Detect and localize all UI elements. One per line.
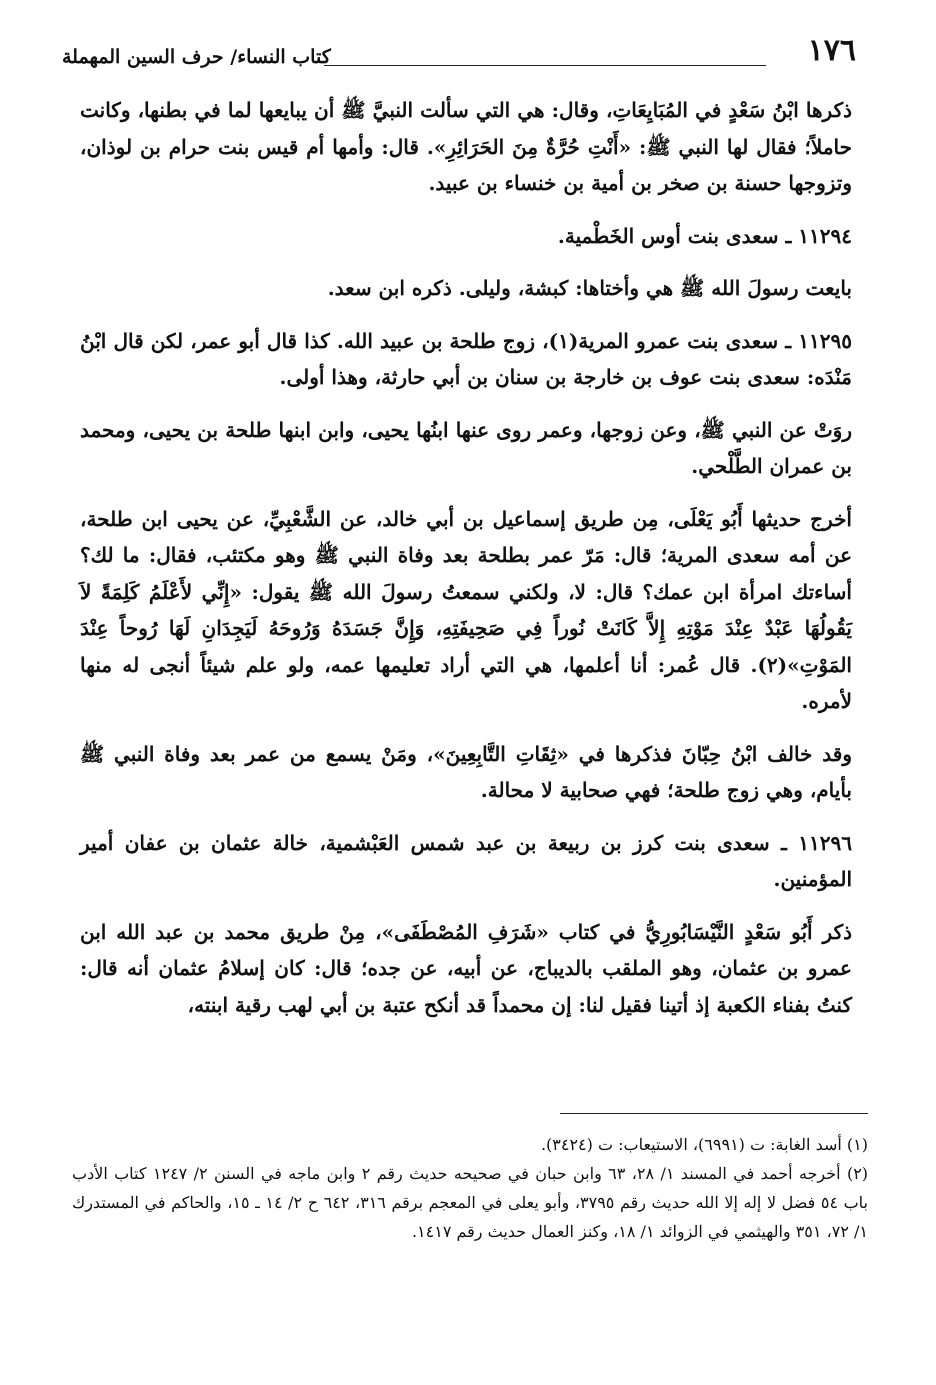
footnotes <box>72 1130 868 1246</box>
paragraph: أخرج حديثها أَبُو يَعْلَى، مِن طريق إسماعيل بن أبي خالد، عن الشَّعْبِيِّ، عن يحيى ابن طلحة، عن أمه سعدى المرية؛ قال: مَرّ عمر بطلحة بعد وفاة النبي ﷺ وهو مكتئب، فقال: ما لك؟ أساءتك امرأة ابن عمك؟ قال: لا، ولكني سمعتُ رسولَ الله ﷺ يقول: «إِنِّي لأَعْلَمُ كَلِمَةً لاَ يَقُولُهَا عَبْدٌ عِنْدَ مَوْتِهِ إِلاَّ كَانَتْ نُوراً فِي صَحِيفَتِهِ، وَإِنَّ جَسَدَهُ وَرُوحَهُ لَيَجِدَانِ لَهَا رُوحاً عِنْدَ المَوْتِ»(٢). قال عُمر: أنا أعلمها، هي التي أراد تعليمها عمه، ولو علم شيئاً أنجى له منها لأمره. <box>80 506 852 713</box>
page-header <box>62 34 856 74</box>
paragraph: ذكر أَبُو سَعْدٍ النَّيْسَابُورِيُّ في كتاب «شَرَفِ المُصْطَفَى»، مِنْ طريق محمد بن عبد الله ابن عمرو بن عثمان، وهو الملقب بالديباج، عن أبيه، عن جده؛ قال: كان إسلامُ عثمان أنه قال: كنتُ بفناء الكعبة إذ أتينا فقيل لنا: إن محمداً قد أنكح عتبة بن أبي لهب رقية ابنته، <box>80 919 852 1017</box>
entry-title: ١١٢٩٦ ـ سعدى بنت كرز بن ربيعة بن عبد شمس العَبْشمية، خالة عثمان بن عفان أمير المؤمنين. <box>80 830 852 891</box>
footnote: (١) أسد الغابة: ت (٦٩٩١)، الاستيعاب: ت (٣٤٢٤). <box>540 1135 868 1154</box>
entry-title: ١١٢٩٤ ـ سعدى بنت أوس الخَطْمية. <box>557 223 852 248</box>
footnote-rule <box>560 1113 868 1114</box>
footnote: (٢) أخرجه أحمد في المسند ١/ ٢٨، ٦٣ وابن حبان في صحيحه حديث رقم ٢ وابن ماجه في السنن ٢/ ١٢٤٧ كتاب الأدب باب ٥٤ فضل لا إله إلا الله حديث رقم ٣٧٩٥، وأبو يعلى في المعجم برقم ٣١٦، ٦٤٢ ح ٢/ ١٤ ـ ١٥، والحاكم في المستدرك ١/ ٧٢، ٣٥١ والهيثمي في الزوائد ١/ ١٨، وكنز العمال حديث رقم ١٤١٧. <box>72 1164 869 1241</box>
paragraph: وقد خالف ابْنُ حِبّانَ فذكرها في «ثِقَاتِ التَّابِعِينَ»، ومَنْ يسمع من عمر بعد وفاة النبي ﷺ بأيام، وهي زوج طلحة؛ فهي صحابية لا محالة. <box>80 741 852 802</box>
main-text <box>80 92 852 1039</box>
paragraph: روَتْ عن النبي ﷺ، وعن زوجها، وعمر روى عنها ابنُها يحيى، وابن ابنها طلحة بن يحيى، ومحمد بن عمران الطَّلْحي. <box>80 417 852 478</box>
paragraph: بايعت رسولَ الله ﷺ هي وأختاها: كبشة، وليلى. ذكره ابن سعد. <box>327 276 852 300</box>
paragraph: ذكرها ابْنُ سَعْدٍ في المُبَايِعَاتِ، وقال: هي التي سألت النبيَّ ﷺ أن يبايعها لما في بطنها، وكانت حاملاً؛ فقال لها النبي ﷺ: «أَنْتِ حُرَّةٌ مِنَ الحَرَائِرِ». قال: وأمها أم قيس بنت حرام بن لوذان، وتزوجها حسنة بن صخر بن أمية بن خنساء بن عبيد. <box>80 98 852 195</box>
entry-title: ١١٢٩٥ ـ سعدى بنت عمرو المرية(١)، زوج طلحة بن عبيد الله. كذا قال أبو عمر، لكن قال ابْنُ مَنْدَه: سعدى بنت عوف بن خارجة بن سنان بن أبي حارثة، وهذا أولى. <box>80 328 852 389</box>
page-number: ١٧٦ <box>807 33 856 68</box>
running-head: كتاب النساء/ حرف السين المهملة <box>62 46 331 68</box>
header-rule <box>324 65 766 66</box>
